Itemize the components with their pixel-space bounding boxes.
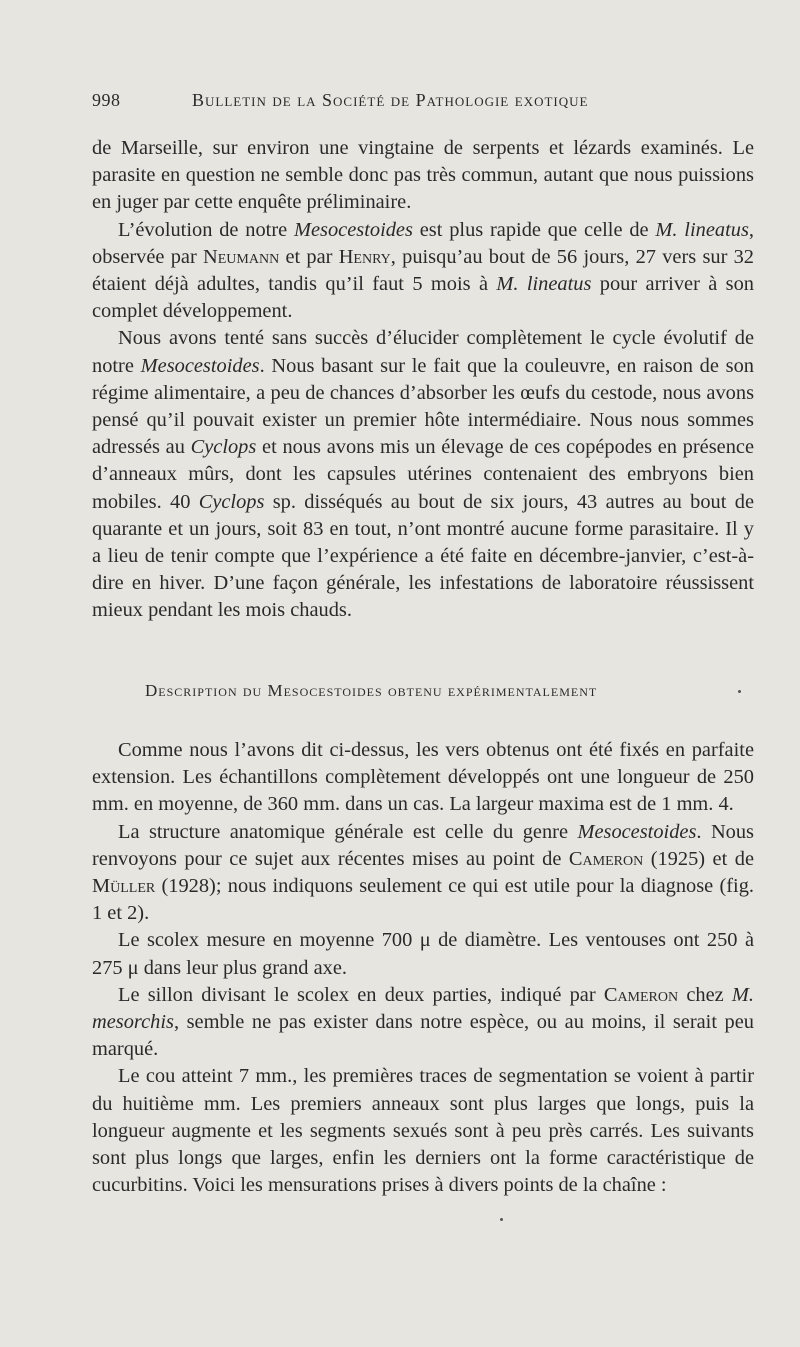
paragraph-2: L’évolution de notre Mesocestoides est plus rapide que celle de M. lineatus, observée par Neumann et par Henry, puisqu’au bout de 56 jours, 27 vers sur 32 étaient déjà adultes, tandis qu’il faut 5 mois à M. lineatus pour arriver à son complet développement. [92,218,755,323]
section-heading: Description du Mesocestoides obtenu expérimentalement [145,681,598,700]
paragraph-7: Le sillon divisant le scolex en deux parties, indiqué par Cameron chez M. mesorchis, semble ne pas exister dans notre espèce, ou au moins, il serait peu marqué. [92,983,754,1061]
print-speck [738,690,741,693]
paragraph-3: Nous avons tenté sans succès d’élucider complètement le cycle évolutif de notre Mesocestoides. Nous basant sur le fait que la couleuvre, en raison de son régime alimentaire, a peu de chances d’absorber les œufs du cestode, nous avons pensé qu’il pouvait exister un premier hôte intermédiaire. Nous nous sommes adressés au Cyclops et nous avons mis un élevage de ces copépodes en présence d’anneaux mûrs, dont les capsules utérines contenaient des embryons bien mobiles. 40 Cyclops sp. disséqués au bout de six jours, 43 autres au bout de quarante et un jours, soit 83 en tout, n’ont montré aucune forme parasitaire. Il y a lieu de tenir compte que l’expérience a été faite en décembre-janvier, c’est-à-dire en hiver. D’une façon générale, les infestations de laboratoire réussissent mieux pendant les mois chauds. [92,327,754,622]
paragraph-5: La structure anatomique générale est celle du genre Mesocestoides. Nous renvoyons pour ce sujet aux récentes mises au point de Cameron (1925) et de Müller (1928); nous indiquons seulement ce qui est utile pour la diagnose (fig. 1 et 2). [92,820,754,925]
print-speck [500,1218,503,1221]
paragraph-6: Le scolex mesure en moyenne 700 μ de diamètre. Les ventouses ont 250 à 275 μ dans leur plus grand axe. [92,929,754,979]
body-text-top [92,135,754,625]
page-header [92,90,732,116]
body-text-bottom [92,737,754,1199]
page-number: 998 [92,90,121,110]
paragraph-1: de Marseille, sur environ une vingtaine de serpents et lézards examinés. Le parasite en question ne semble donc pas très commun, autant que nous puissions en juger par cette enquête préliminaire. [92,137,754,214]
paragraph-8: Le cou atteint 7 mm., les premières traces de segmentation se voient à partir du huitième mm. Les premiers anneaux sont plus larges que longs, puis la longueur augmente et les segments sexués sont à peu près carrés. Les suivants sont plus longs que larges, enfin les derniers ont la forme caractéristique de cucurbitins. Voici les mensurations prises à divers points de la chaîne : [92,1065,754,1197]
running-head: Bulletin de la Société de Pathologie exotique [192,90,589,110]
paragraph-4: Comme nous l’avons dit ci-dessus, les vers obtenus ont été fixés en parfaite extension. Les échantillons complètement développés ont une longueur de 250 mm. en moyenne, de 360 mm. dans un cas. La largeur maxima est de 1 mm. 4. [92,739,754,816]
